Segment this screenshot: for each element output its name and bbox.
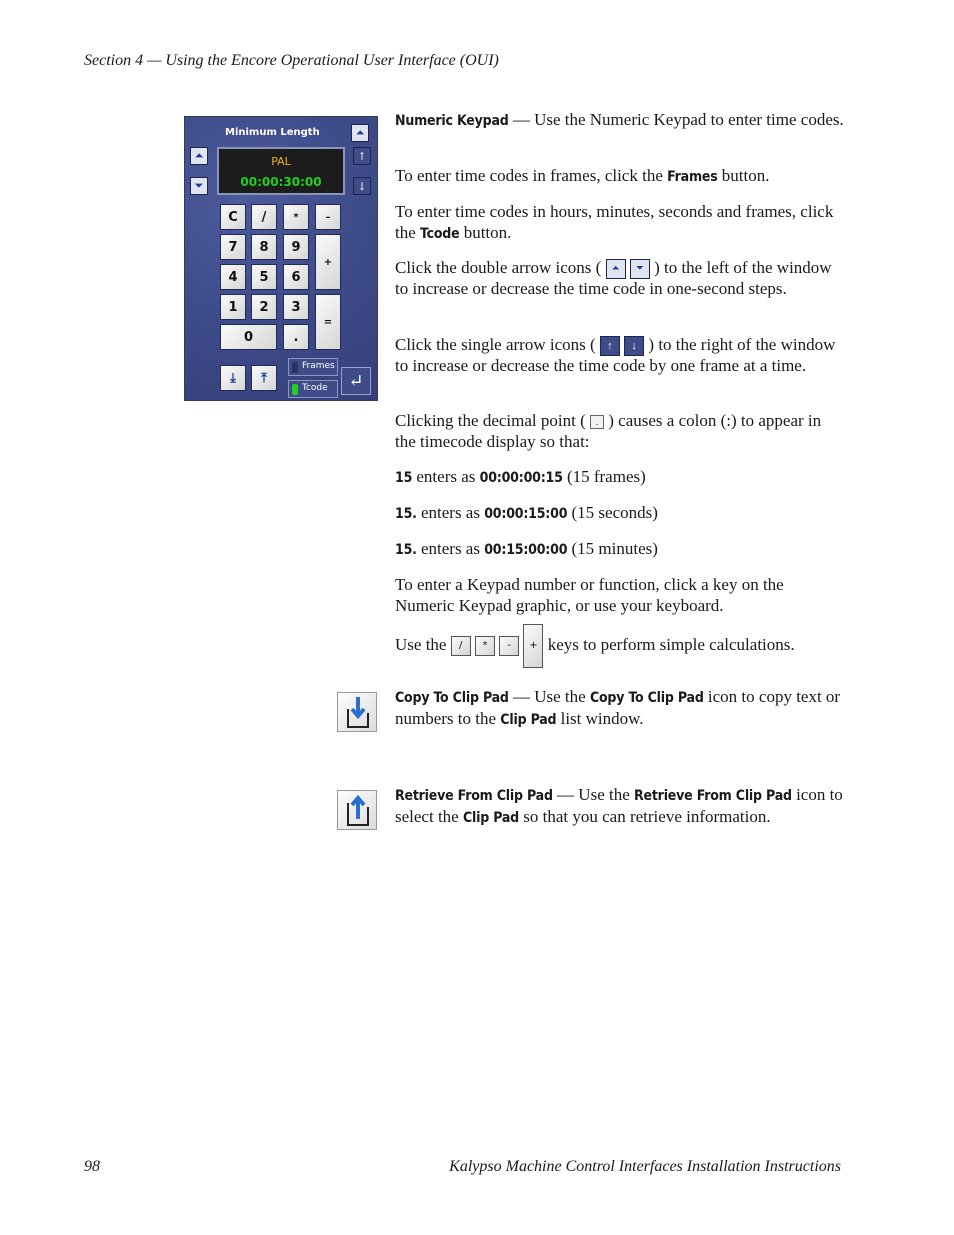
plus-key-icon: + (523, 624, 543, 668)
example-frames (395, 467, 845, 489)
term: Retrieve From Clip Pad (634, 788, 792, 804)
text: keys to perform simple calculations. (543, 634, 795, 654)
text: To enter time codes in frames, click the (395, 166, 668, 185)
key-8[interactable]: 8 (251, 234, 277, 260)
paragraph-double-arrows (395, 258, 845, 300)
paragraph-tcode (395, 202, 845, 244)
paragraph-calculations (395, 624, 845, 668)
text: — Use the (552, 785, 635, 804)
up-arrow-icon[interactable]: ↑ (353, 147, 371, 165)
text: ) to the left of the window to increase or decrease the time code in one-second steps. (395, 258, 832, 299)
example-minutes (395, 539, 845, 561)
key-decimal-point[interactable]: . (283, 324, 309, 350)
frames-label: Frames (302, 361, 335, 371)
text: To enter time codes in hours, minutes, seconds and frames, click the (395, 202, 834, 242)
paragraph-keypad-use: To enter a Keypad number or function, click a key on the Numeric Keypad graphic, or use your keyboard. (395, 575, 784, 615)
tcode-label: Tcode (302, 383, 328, 393)
page-number: 98 (84, 1158, 100, 1175)
key-minus[interactable]: – (315, 204, 341, 230)
text: (15 seconds) (567, 503, 658, 522)
running-header: Section 4 — Using the Encore Operational User Interface (OUI) (84, 52, 499, 69)
paragraph-decimal (395, 411, 845, 452)
frames-button[interactable] (288, 358, 338, 376)
key-plus[interactable]: + (315, 234, 341, 290)
retrieve-from-clip-pad-icon[interactable]: ⤒ (251, 365, 277, 391)
key-7[interactable]: 7 (220, 234, 246, 260)
down-arrow-icon[interactable]: ↓ (353, 177, 371, 195)
paragraph-numeric-keypad (395, 110, 845, 132)
term: 00:00:00:15 (479, 470, 563, 486)
example-seconds (395, 503, 845, 525)
retrieve-from-clip-pad-icon (337, 790, 377, 830)
double-up-arrow-icon[interactable]: ⏶ (351, 124, 369, 142)
text: — Use the Numeric Keypad to enter time codes. (508, 110, 844, 129)
text: Clicking the decimal point ( (395, 411, 590, 430)
term: Frames (667, 169, 718, 185)
text: Use the (395, 634, 451, 654)
text: Click the double arrow icons ( (395, 258, 606, 277)
text: (15 frames) (562, 467, 646, 486)
numeric-keypad-panel (184, 116, 378, 401)
divide-key-icon: / (451, 636, 471, 656)
key-multiply[interactable]: * (283, 204, 309, 230)
text: — Use the (508, 687, 590, 706)
frames-led-icon (292, 362, 298, 373)
decimal-point-key-icon: . (590, 415, 604, 429)
term: Copy To Clip Pad (589, 690, 704, 706)
text: button. (717, 166, 770, 185)
key-clear[interactable]: C (220, 204, 246, 230)
key-4[interactable]: 4 (220, 264, 246, 290)
text: enters as (412, 467, 480, 486)
term: Copy To Clip Pad (395, 690, 509, 706)
text: ) to the right of the window to increase or decrease the time code by one frame at a time. (395, 335, 836, 376)
minus-key-icon: - (499, 636, 519, 656)
key-5[interactable]: 5 (251, 264, 277, 290)
tcode-button[interactable] (288, 380, 338, 398)
term: 15 (395, 470, 413, 486)
timecode-display (217, 147, 345, 195)
copy-to-clip-pad-icon (337, 692, 377, 732)
key-2[interactable]: 2 (251, 294, 277, 320)
term: Numeric Keypad (395, 113, 509, 129)
term: Tcode (420, 225, 460, 242)
text: ) causes a colon (:) to appear in the timecode display so that: (395, 411, 822, 451)
key-1[interactable]: 1 (220, 294, 246, 320)
up-arrow-icon: ↑ (600, 336, 620, 356)
footer-title: Kalypso Machine Control Interfaces Installation Instructions (449, 1158, 841, 1175)
double-up-arrow-icon: ⏶ (606, 259, 626, 279)
key-3[interactable]: 3 (283, 294, 309, 320)
paragraph-single-arrows (395, 335, 845, 377)
text: list window. (556, 708, 644, 728)
key-divide[interactable]: / (251, 204, 277, 230)
key-9[interactable]: 9 (283, 234, 309, 260)
copy-to-clip-pad-icon[interactable]: ⤓ (220, 365, 246, 391)
term: Clip Pad (462, 809, 520, 826)
multiply-key-icon: * (475, 636, 495, 656)
double-down-arrow-icon: ⏷ (630, 259, 650, 279)
text: button. (459, 222, 512, 242)
keypad-title: Minimum Length (225, 127, 320, 138)
double-up-arrow-icon[interactable]: ⏶ (190, 147, 208, 165)
paragraph-retrieve-from-clip-pad (395, 785, 845, 828)
down-arrow-icon: ↓ (624, 336, 644, 356)
term: Clip Pad (500, 711, 557, 728)
text: icon to select the (395, 785, 843, 826)
video-standard: PAL (271, 155, 291, 168)
text: (15 minutes) (567, 539, 658, 558)
tcode-led-icon (292, 384, 298, 395)
key-6[interactable]: 6 (283, 264, 309, 290)
timecode-value: 00:00:30:00 (240, 175, 322, 189)
term: Retrieve From Clip Pad (395, 788, 553, 804)
paragraph-copy-to-clip-pad (395, 687, 845, 730)
term: 00:15:00:00 (484, 542, 568, 558)
term: 00:00:15:00 (484, 506, 568, 522)
text: enters as (416, 539, 485, 558)
paragraph-frames (395, 166, 845, 188)
text: enters as (416, 503, 485, 522)
text: icon to copy text or numbers to the (395, 687, 841, 728)
text: so that you can retrieve information. (519, 806, 771, 826)
term: 15. (395, 506, 417, 522)
text: Click the single arrow icons ( (395, 335, 600, 354)
key-0[interactable]: 0 (220, 324, 277, 350)
key-equals[interactable]: = (315, 294, 341, 350)
double-down-arrow-icon[interactable]: ⏷ (190, 177, 208, 195)
term: 15. (395, 542, 417, 558)
enter-icon[interactable]: ↵ (341, 367, 371, 395)
